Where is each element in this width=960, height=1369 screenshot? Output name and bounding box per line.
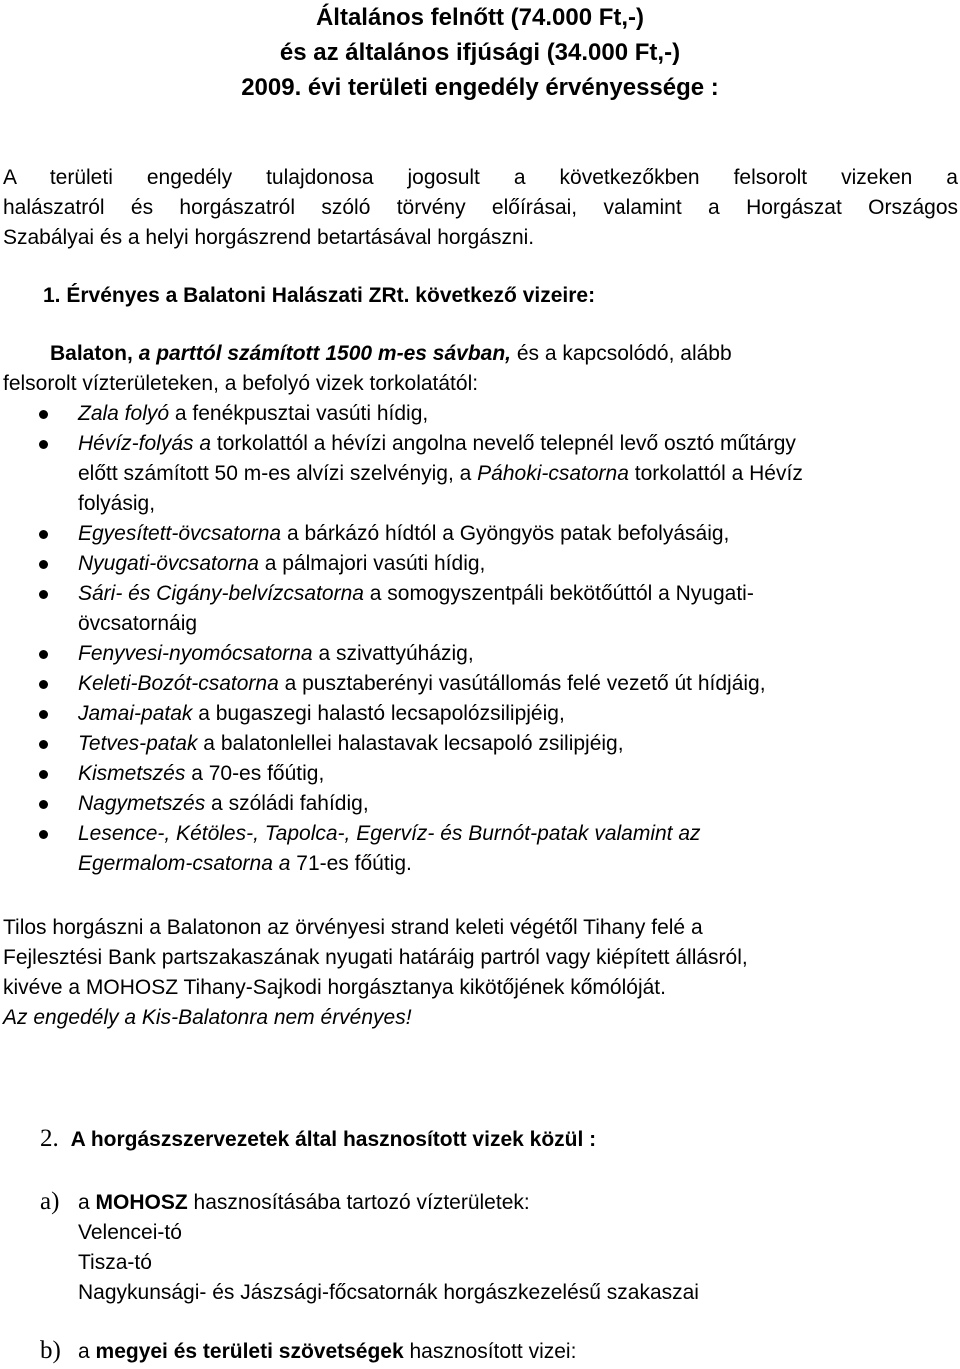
bullet-icon xyxy=(39,590,48,599)
list-item: Tetves-patak a balatonlellei halastavak lecsapoló zsilipjéig, xyxy=(3,729,958,759)
bullet-icon xyxy=(39,830,48,839)
intro-line-3: Szabályai és a helyi horgászrend betartásával horgászni. xyxy=(3,226,535,249)
bullet-icon xyxy=(39,770,48,779)
list-item: Keleti-Bozót-csatorna a pusztaberényi vasútállomás felé vezető út hídjáig, xyxy=(3,669,958,699)
section-2-number: 2. xyxy=(40,1125,59,1152)
bullet-icon xyxy=(39,710,48,719)
bullet-icon xyxy=(39,740,48,749)
not-valid-note: Az engedély a Kis-Balatonra nem érvényes! xyxy=(3,1006,412,1029)
bullet-icon xyxy=(39,650,48,659)
intro-paragraph xyxy=(3,163,958,253)
intro-line-1: A területi engedély tulajdonosa jogosult a következőkben felsorolt vizeken a xyxy=(3,166,958,189)
lead-rest: és a kapcsolódó, alább xyxy=(511,342,732,365)
list-item: Lesence-, Kétöles-, Tapolca-, Egervíz- és Burnót-patak valamint az Egermalom-csatorna a 71-es főútig. xyxy=(3,819,958,879)
list-item: Nagymetszés a szóládi fahídig, xyxy=(3,789,958,819)
intro-line-2: halászatról és horgászatról szóló törvény előírásai, valamint a Horgászat Országos xyxy=(3,196,958,219)
title-line-1: Általános felnőtt (74.000 Ft,-) xyxy=(315,4,645,31)
list-item: Zala folyó a fenékpusztai vasúti hídig, xyxy=(3,399,958,429)
title-line-3: 2009. évi területi engedély érvényessége : xyxy=(241,74,719,101)
list-item: Velencei-tó xyxy=(78,1221,182,1244)
bullet-icon xyxy=(39,680,48,689)
prohibition-paragraph: Tilos horgászni a Balatonon az örvényesi strand keleti végétől Tihany felé a Fejlesztési Bank partszakaszának nyugati határáig partról vagy kiépített állásról, kivéve a MOHOSZ Tihany-Sajkodi horgásztanya kikötőjének kőmólóját. Az engedély a Kis-Balatonra nem érvényes! xyxy=(3,913,958,1033)
title-line-2: és az általános ifjúsági (34.000 Ft,-) xyxy=(279,39,681,66)
list-item: Sári- és Cigány-belvízcsatorna a somogyszentpáli bekötőúttól a Nyugati- övcsatornáig xyxy=(3,579,958,639)
lead-line-2: felsorolt vízterületeken, a befolyó vizek torkolatától: xyxy=(3,372,479,395)
section-2-heading-row xyxy=(40,1124,960,1155)
lead-balaton: Balaton, xyxy=(50,342,133,365)
bullet-icon xyxy=(39,410,48,419)
bullet-icon xyxy=(39,560,48,569)
list-item: Nagykunsági- és Jászsági-főcsatornák horgászkezelésű szakaszai xyxy=(78,1281,699,1304)
item-a-label: a) xyxy=(40,1188,60,1215)
bullet-icon xyxy=(39,530,48,539)
list-item: Fenyvesi-nyomócsatorna a szivattyúházig, xyxy=(3,639,958,669)
section-1-heading: 1. Érvényes a Balatoni Halászati ZRt. következő vizeire: xyxy=(43,284,596,307)
list-item: Tisza-tó xyxy=(78,1251,152,1274)
section-2a: a) a MOHOSZ hasznosításába tartozó vízterületek: Velencei-tó Tisza-tó Nagykunsági- és Jászsági-főcsatornák horgászkezelésű szakaszai xyxy=(40,1187,960,1308)
bullet-icon xyxy=(39,440,48,449)
section-2-heading: A horgászszervezetek által hasznosított vizek közül : xyxy=(70,1128,597,1151)
lead-zone: a parttól számított 1500 m-es sávban, xyxy=(138,342,511,365)
item-b-label: b) xyxy=(40,1337,61,1364)
list-item: Kismetszés a 70-es főútig, xyxy=(3,759,958,789)
waters-list xyxy=(3,399,958,879)
section-2b: b) a megyei és területi szövetségek hasznosított vizei: xyxy=(40,1337,577,1364)
list-item: Nyugati-övcsatorna a pálmajori vasúti hídig, xyxy=(3,549,958,579)
section-1-lead xyxy=(3,339,953,399)
list-item: Egyesített-övcsatorna a bárkázó hídtól a Gyöngyös patak befolyásáig, xyxy=(3,519,958,549)
bullet-icon xyxy=(39,800,48,809)
list-item: Jamai-patak a bugaszegi halastó lecsapolózsilipjéig, xyxy=(3,699,958,729)
list-item: Hévíz-folyás a torkolattól a hévízi angolna nevelő telepnél levő osztó műtárgy előtt számított 50 m-es alvízi szelvényig, a Páhoki-csatorna torkolattól a Hévíz folyásig, xyxy=(3,429,958,519)
